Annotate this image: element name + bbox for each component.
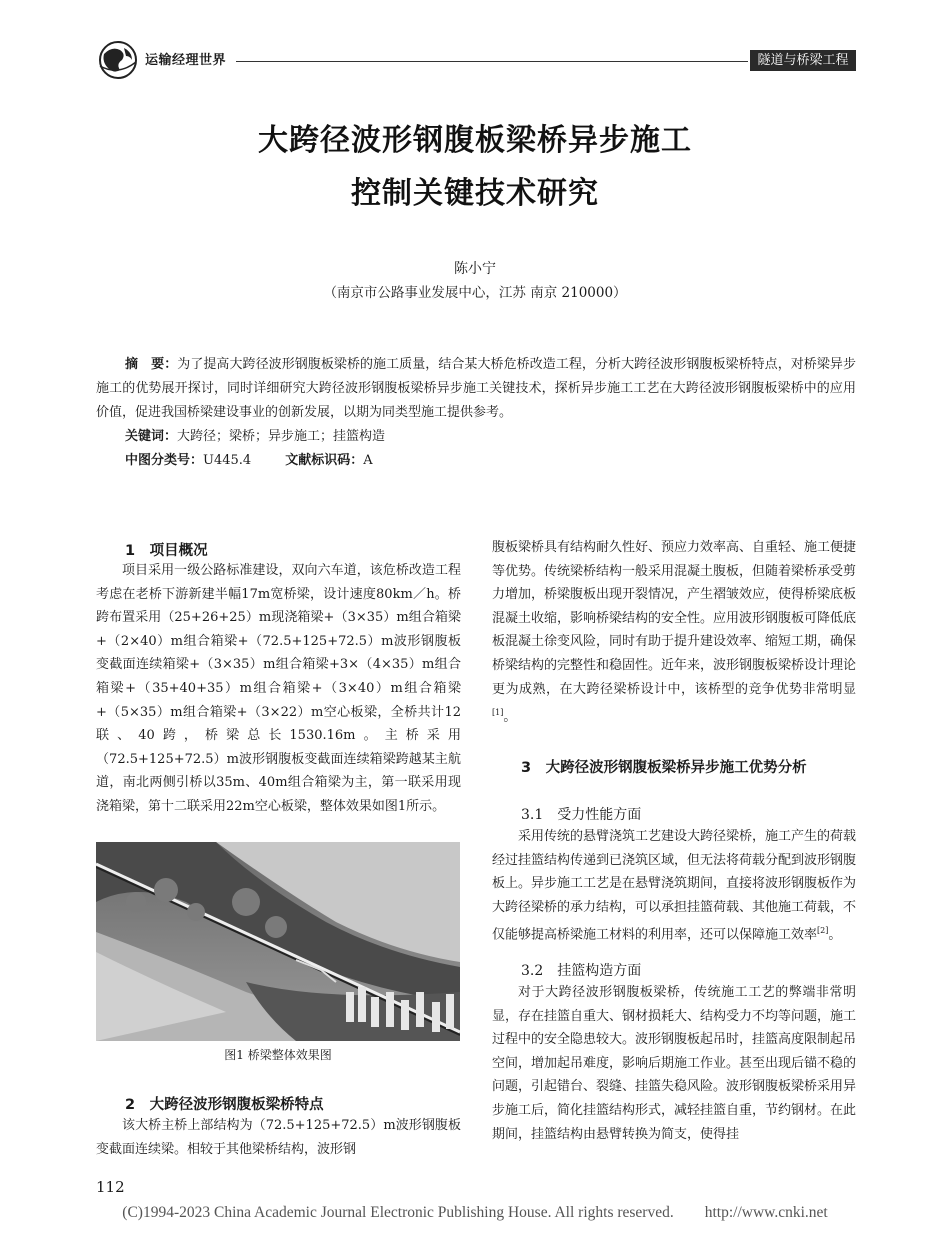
abstract-label: 摘 要： [125, 357, 178, 372]
section-1-body [96, 559, 461, 819]
keywords-text: 大跨径；梁桥；异步施工；挂篮构造 [177, 429, 386, 444]
subsection-3-1-body [492, 825, 856, 947]
doc-code-value: A [363, 453, 373, 468]
section-2-heading: 2 大跨径波形钢腹板梁桥特点 [125, 1097, 324, 1113]
reference-1: [1] [492, 708, 504, 718]
figure-1-caption: 图1 桥梁整体效果图 [224, 1048, 332, 1062]
section-2-paragraph-cont: 腹板梁桥具有结构耐久性好、预应力效率高、自重轻、施工便捷等优势。传统梁桥结构一般采用混凝土腹板，但随着梁桥承受剪力增加，桥梁腹板出现开裂情况，产生褶皱效应，使得桥梁底板混凝土收缩，影响桥梁结构的安全性。应用波形钢腹板可降低底板混凝土徐变风险，同时有助于提升建设效率、缩短工期，确保桥梁结构的完整性和稳固性。近年来，波形钢腹板梁桥设计理论更为成熟，在大跨径梁桥设计中，该桥型的竞争优势非常明显 [492, 540, 857, 697]
clc-label: 中图分类号： [125, 453, 204, 468]
header-rule [236, 61, 748, 62]
subsection-3-1-heading: 3.1 受力性能方面 [521, 807, 642, 823]
author: 陈小宁 [454, 261, 496, 277]
section-badge: 隧道与桥梁工程 [750, 50, 856, 71]
keywords-label: 关键词： [125, 429, 178, 444]
section-3-heading [492, 756, 856, 780]
keywords [125, 425, 385, 444]
paper-title-line2: 控制关键技术研究 [351, 176, 599, 211]
clc-value: U445.4 [203, 453, 252, 468]
page-number: 112 [96, 1178, 125, 1196]
copyright-notice: (C)1994-2023 China Academic Journal Electronic Publishing House. All rights reserved. http://www.cnki.net [122, 1204, 828, 1221]
subsection-3-2-text: 对于大跨径波形钢腹板梁桥，传统施工工艺的弊端非常明显，存在挂篮自重大、钢材损耗大、结构受力不均等问题，施工过程中的安全隐患较大。波形钢腹板起吊时，挂篮高度限制起吊空间，增加起吊难度，影响后期施工作业。甚至出现后锚不稳的问题，引起错台、裂缝、挂篮失稳风险。波形钢腹板梁桥采用异步施工后，简化挂篮结构形式，减轻挂篮自重，节约钢材。在此期间，挂篮结构由悬臂转换为简支，使得挂 [492, 985, 857, 1142]
subsection-3-2-body [492, 981, 856, 1146]
section-1-heading: 1 项目概况 [125, 543, 208, 559]
affiliation: （南京市公路事业发展中心，江苏 南京 210000） [323, 285, 627, 301]
section-3-heading-text: 3 大跨径波形钢腹板梁桥异步施工优势分析 [521, 760, 807, 776]
section-2-continuation [492, 536, 856, 729]
reference-2: [2] [817, 926, 829, 936]
section-2-period: 。 [503, 709, 517, 725]
doc-code-label: 文献标识码： [285, 453, 364, 468]
bridge-rendering-image [96, 842, 460, 1041]
abstract-text: 为了提高大跨径波形钢腹板梁桥的施工质量，结合某大桥危桥改造工程，分析大跨径波形钢腹板梁桥特点，对桥梁异步施工的优势展开探讨，同时详细研究大跨径波形钢腹板梁桥异步施工关键技术，探析异步施工工艺在大跨径波形钢腹板梁桥中的应用价值，促进我国桥梁建设事业的创新发展，以期为同类型施工提供参考。 [96, 357, 856, 420]
paper-title-line1: 大跨径波形钢腹板梁桥异步施工 [258, 123, 692, 158]
journal-name: 运输经理世界 [145, 53, 227, 68]
abstract [96, 353, 856, 425]
section-2-paragraph-start: 该大桥主桥上部结构为（72.5+125+72.5）m波形钢腹板变截面连续梁。相较于其他梁桥结构，波形钢 [96, 1118, 461, 1157]
section-1-paragraph: 项目采用一级公路标准建设，双向六车道，该危桥改造工程考虑在老桥下游新建半幅17m宽桥梁，设计速度80km／h。桥跨布置采用（25+26+25）m现浇箱梁+（3×35）m组合箱梁+（2×40）m组合箱梁+（72.5+125+72.5）m波形钢腹板变截面连续箱梁+（3×35）m组合箱梁+3×（4×35）m组合箱梁+（35+40+35）m组合箱梁+（3×40）m组合箱梁+（5×35）m组合箱梁+（3×22）m空心板梁，全桥共计12联、40跨，桥梁总长1530.16m。主桥采用（72.5+125+72.5）m波形钢腹板变截面连续箱梁跨越某主航道，南北两侧引桥以35m、40m组合箱梁为主，第一联采用现浇箱梁，第十二联采用22m空心板梁，整体效果如图1所示。 [96, 563, 461, 814]
subsection-3-1-text: 采用传统的悬臂浇筑工艺建设大跨径梁桥，施工产生的荷载经过挂篮结构传递到已浇筑区域，但无法将荷载分配到波形钢腹板上。异步施工工艺是在悬臂浇筑期间，直接将波形钢腹板作为大跨径梁桥的承力结构，可以承担挂篮荷载、其他施工荷载，不仅能够提高桥梁施工材料的利用率，还可以保障施工效率 [492, 829, 857, 943]
subsection-3-1-period: 。 [828, 927, 842, 943]
section-2-body [96, 1114, 461, 1161]
classification-line [125, 449, 373, 468]
subsection-3-2-heading: 3.2 挂篮构造方面 [521, 963, 642, 979]
journal-logo-icon [98, 40, 138, 80]
